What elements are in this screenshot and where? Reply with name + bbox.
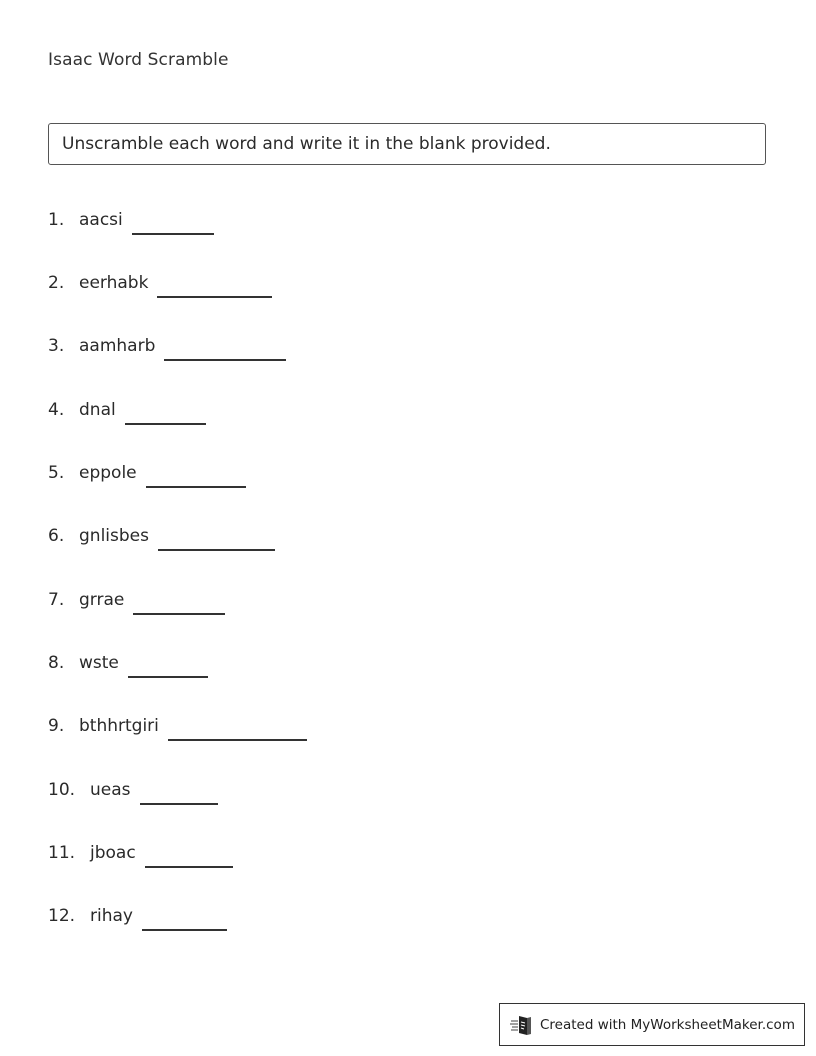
answer-blank[interactable] — [140, 803, 218, 805]
scrambled-word: rihay — [90, 906, 133, 926]
answer-blank[interactable] — [128, 676, 208, 678]
answer-blank[interactable] — [146, 486, 246, 488]
scrambled-word: dnal — [79, 400, 116, 420]
list-item — [48, 706, 307, 736]
item-number: 3. — [48, 336, 65, 356]
scrambled-word: grrae — [79, 590, 125, 610]
footer-credit-badge[interactable] — [499, 1003, 805, 1046]
answer-blank[interactable] — [125, 423, 206, 425]
list-item — [48, 326, 286, 356]
item-number: 1. — [48, 210, 65, 230]
scrambled-word: eppole — [79, 463, 137, 483]
list-item — [48, 263, 272, 293]
item-number: 5. — [48, 463, 65, 483]
answer-blank[interactable] — [168, 739, 307, 741]
list-item — [48, 770, 218, 800]
item-number: 6. — [48, 526, 65, 546]
scrambled-word: jboac — [90, 843, 136, 863]
list-item — [48, 833, 233, 863]
item-number: 11. — [48, 843, 76, 863]
answer-blank[interactable] — [157, 296, 272, 298]
list-item — [48, 453, 246, 483]
footer-credit-text: Created with MyWorksheetMaker.com — [540, 1016, 795, 1033]
answer-blank[interactable] — [158, 549, 275, 551]
answer-blank[interactable] — [164, 359, 286, 361]
list-item — [48, 896, 227, 926]
worksheet-maker-logo-icon — [510, 1013, 534, 1037]
list-item — [48, 390, 206, 420]
item-number: 12. — [48, 906, 76, 926]
item-number: 10. — [48, 780, 76, 800]
scrambled-word: aacsi — [79, 210, 123, 230]
instructions-text: Unscramble each word and write it in the blank provided. — [62, 134, 551, 154]
item-number: 9. — [48, 716, 65, 736]
answer-blank[interactable] — [142, 929, 227, 931]
page-title: Isaac Word Scramble — [48, 50, 229, 70]
scrambled-word: aamharb — [79, 336, 156, 356]
answer-blank[interactable] — [145, 866, 233, 868]
item-number: 8. — [48, 653, 65, 673]
list-item — [48, 516, 275, 546]
answer-blank[interactable] — [133, 613, 225, 615]
list-item — [48, 200, 214, 230]
answer-blank[interactable] — [132, 233, 214, 235]
scrambled-word: eerhabk — [79, 273, 149, 293]
item-number: 2. — [48, 273, 65, 293]
item-number: 7. — [48, 590, 65, 610]
scrambled-word: ueas — [90, 780, 131, 800]
scrambled-word: bthhrtgiri — [79, 716, 159, 736]
scrambled-word: wste — [79, 653, 119, 673]
list-item — [48, 580, 225, 610]
list-item — [48, 643, 208, 673]
item-number: 4. — [48, 400, 65, 420]
scrambled-word: gnlisbes — [79, 526, 149, 546]
